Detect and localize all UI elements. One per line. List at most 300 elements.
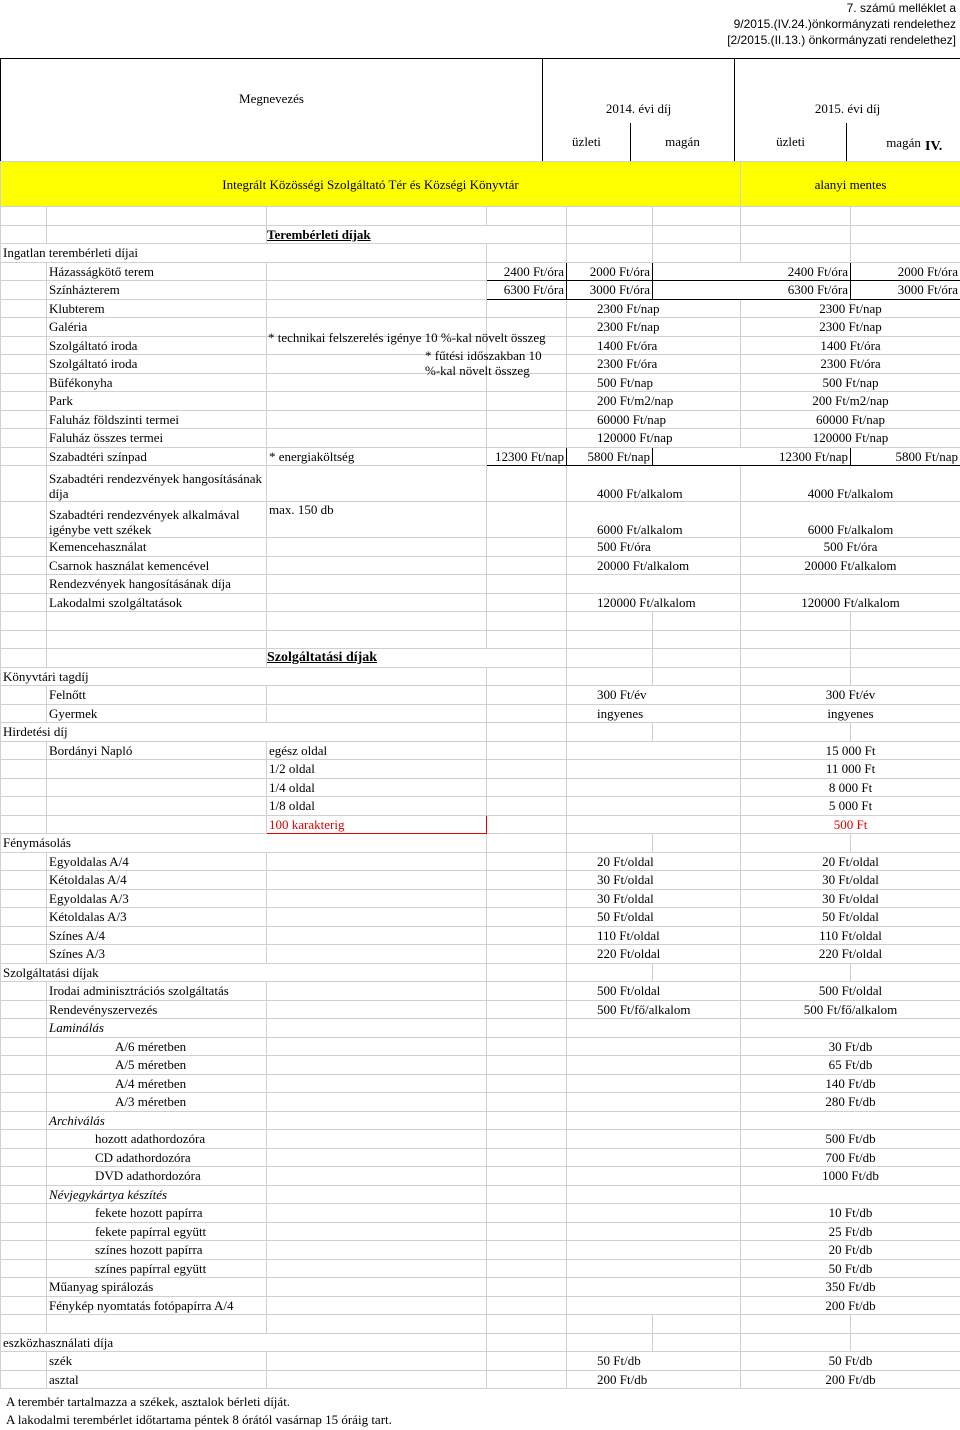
fee-2014: 1400 Ft/óra	[567, 336, 741, 355]
footnote-1: A terembér tartalmazza a székek, asztalok bérleti díját.	[6, 1394, 291, 1409]
empty-cell	[567, 1333, 653, 1352]
empty-cell	[1, 926, 47, 945]
empty-cell	[1, 556, 47, 575]
table-row	[1, 1222, 960, 1241]
empty-cell	[851, 1315, 960, 1334]
tech-surcharge-note: * technikai felszerelés igénye 10 %-kal növelt összeg	[268, 330, 546, 345]
table-row	[1, 244, 960, 263]
rent-item-name: Faluház földszinti termei	[47, 410, 267, 429]
empty-cell	[267, 926, 487, 945]
empty-cell	[567, 797, 741, 816]
empty-cell	[1, 852, 47, 871]
empty-cell	[1, 1111, 47, 1130]
empty-cell	[267, 1093, 487, 1112]
empty-cell	[1, 612, 47, 631]
empty-cell	[653, 630, 741, 649]
empty-cell	[267, 1315, 487, 1334]
empty-cell	[653, 207, 741, 226]
service-item-note: 1/8 oldal	[267, 797, 487, 816]
empty-cell	[487, 429, 567, 448]
empty-cell	[741, 649, 851, 668]
fee-2015: 110 Ft/oldal	[741, 926, 960, 945]
service-group-label: Hirdetési díj	[1, 723, 487, 742]
fee-2015: 20 Ft/oldal	[741, 852, 960, 871]
empty-cell	[487, 593, 567, 612]
empty-cell	[47, 797, 267, 816]
empty-cell	[47, 225, 267, 244]
empty-cell	[47, 815, 267, 834]
fee-2015: 500 Ft/fő/alkalom	[741, 1000, 960, 1019]
fee-2015: 500 Ft/db	[741, 1130, 960, 1149]
table-row	[1, 429, 960, 448]
empty-cell	[47, 778, 267, 797]
table-row	[1, 575, 960, 594]
fee-2014: 500 Ft/nap	[567, 373, 741, 392]
service-item-name: Színes A/4	[47, 926, 267, 945]
empty-cell	[1, 1278, 47, 1297]
service-item-name: Színes A/3	[47, 945, 267, 964]
fee-2015: 300 Ft/év	[741, 686, 960, 705]
service-item-note: egész oldal	[267, 741, 487, 760]
empty-cell	[267, 1296, 487, 1315]
rent-item-name: Csarnok használat kemencével	[47, 556, 267, 575]
fee-2015: 220 Ft/oldal	[741, 945, 960, 964]
empty-cell	[487, 741, 567, 760]
rent-item-name: Szolgáltató iroda	[47, 355, 267, 374]
fee-2015: ingyenes	[741, 704, 960, 723]
fee-2015: 200 Ft/db	[741, 1296, 960, 1315]
empty-cell	[653, 723, 741, 742]
fee-2015	[741, 575, 960, 594]
empty-cell	[487, 1222, 567, 1241]
empty-cell	[487, 815, 567, 834]
fee-2015: 200 Ft/m2/nap	[741, 392, 960, 411]
empty-cell	[487, 926, 567, 945]
empty-cell	[1, 1130, 47, 1149]
empty-cell	[487, 797, 567, 816]
empty-cell	[653, 1333, 741, 1352]
empty-cell	[567, 1204, 741, 1223]
empty-cell	[567, 723, 653, 742]
table-row	[1, 760, 960, 779]
empty-cell	[1, 982, 47, 1001]
empty-cell	[1, 649, 47, 668]
rent-item-name: Lakodalmi szolgáltatások	[47, 593, 267, 612]
service-item-name: A/6 méretben	[47, 1037, 267, 1056]
fee-2014: 500 Ft/fő/alkalom	[567, 1000, 741, 1019]
empty-cell	[1, 336, 47, 355]
empty-cell	[267, 410, 487, 429]
fee-2015: 500 Ft/nap	[741, 373, 960, 392]
empty-cell	[1, 1185, 47, 1204]
empty-cell	[487, 1093, 567, 1112]
empty-cell	[487, 1000, 567, 1019]
fee-2015: 2300 Ft/nap	[741, 318, 960, 337]
empty-cell	[47, 630, 267, 649]
fee-2014: 60000 Ft/nap	[567, 410, 741, 429]
empty-cell	[1, 373, 47, 392]
rent-heading: Terembérleti díjak	[267, 225, 567, 244]
empty-cell	[567, 612, 653, 631]
table-row	[1, 447, 960, 466]
table-row	[1, 1333, 960, 1352]
fee-2015: 11 000 Ft	[741, 760, 960, 779]
table-row	[1, 815, 960, 834]
service-item-name: CD adathordozóra	[47, 1148, 267, 1167]
table-row	[1, 262, 960, 281]
empty-cell	[851, 649, 960, 668]
table-row	[1, 1370, 960, 1389]
empty-cell	[653, 667, 741, 686]
fee-2014: 120000 Ft/nap	[567, 429, 741, 448]
table-row	[1, 1296, 960, 1315]
fee-2014: 120000 Ft/alkalom	[567, 593, 741, 612]
empty-cell	[567, 1259, 741, 1278]
table-row	[1, 538, 960, 557]
fee-2015: 1000 Ft/db	[741, 1167, 960, 1186]
empty-cell	[267, 1037, 487, 1056]
empty-cell	[267, 1111, 487, 1130]
rent-item-name: Rendezvények hangosításának díja	[47, 575, 267, 594]
empty-cell	[1, 466, 47, 502]
empty-cell	[47, 1315, 267, 1334]
fee-2014: 4000 Ft/alkalom	[567, 466, 741, 502]
service-item-name: Névjegykártya készítés	[47, 1185, 267, 1204]
empty-cell	[1, 318, 47, 337]
service-group-label: Szolgáltatási díjak	[1, 963, 487, 982]
fee-2014: 500 Ft/óra	[567, 538, 741, 557]
empty-cell	[567, 834, 653, 853]
table-row	[1, 908, 960, 927]
empty-cell	[267, 1056, 487, 1075]
fee-2014: 500 Ft/oldal	[567, 982, 741, 1001]
service-item-name: A/4 méretben	[47, 1074, 267, 1093]
empty-cell	[1, 1019, 47, 1038]
rent-item-name: Kemencehasználat	[47, 538, 267, 557]
empty-cell	[267, 1000, 487, 1019]
empty-cell	[1, 1315, 47, 1334]
empty-cell	[1, 1000, 47, 1019]
empty-cell	[487, 834, 567, 853]
empty-cell	[653, 649, 741, 668]
empty-cell	[487, 1185, 567, 1204]
fee-2015: 15 000 Ft	[741, 741, 960, 760]
fee-2014: 50 Ft/oldal	[567, 908, 741, 927]
table-row	[1, 1204, 960, 1223]
empty-cell	[1, 225, 47, 244]
rent-item-name: Színházterem	[47, 281, 267, 300]
empty-cell	[851, 834, 960, 853]
fee-2015: 20 Ft/db	[741, 1241, 960, 1260]
empty-cell	[267, 889, 487, 908]
empty-cell	[567, 1037, 741, 1056]
fee-2015: 30 Ft/oldal	[741, 871, 960, 890]
institution-title: Integrált Közösségi Szolgáltató Tér és Községi Könyvtár	[1, 162, 741, 207]
service-group-label: eszközhasználati díja	[1, 1333, 487, 1352]
annex-line-3: [2/2015.(II.13.) önkormányzati rendelethez]	[727, 33, 956, 47]
empty-cell	[487, 1148, 567, 1167]
table-row	[1, 299, 960, 318]
fee-2015: 25 Ft/db	[741, 1222, 960, 1241]
empty-cell	[567, 207, 653, 226]
empty-cell	[653, 834, 741, 853]
service-item-name: Felnőtt	[47, 686, 267, 705]
table-row	[1, 889, 960, 908]
empty-cell	[487, 538, 567, 557]
empty-cell	[851, 723, 960, 742]
table-row	[1, 945, 960, 964]
service-item-name: Rendevényszervezés	[47, 1000, 267, 1019]
table-row	[1, 649, 960, 668]
rent-item-note: * energiaköltség	[267, 447, 487, 466]
empty-cell	[741, 1315, 851, 1334]
fee-2015-private: 3000 Ft/óra	[851, 281, 960, 300]
empty-cell	[487, 410, 567, 429]
empty-cell	[1, 889, 47, 908]
empty-cell	[1, 355, 47, 374]
rent-item-name: Faluház összes termei	[47, 429, 267, 448]
empty-cell	[851, 612, 960, 631]
empty-cell	[267, 575, 487, 594]
empty-cell	[1, 1167, 47, 1186]
fee-2014: 20000 Ft/alkalom	[567, 556, 741, 575]
service-item-name: Kétoldalas A/4	[47, 871, 267, 890]
empty-cell	[267, 429, 487, 448]
empty-cell	[487, 1241, 567, 1260]
fee-2014: 2300 Ft/nap	[567, 318, 741, 337]
fee-2015-business: 2400 Ft/óra	[653, 262, 851, 281]
table-row	[1, 1130, 960, 1149]
fee-2015: 30 Ft/db	[741, 1037, 960, 1056]
empty-cell	[487, 1130, 567, 1149]
empty-cell	[1, 1074, 47, 1093]
fee-2015: 8 000 Ft	[741, 778, 960, 797]
empty-cell	[1, 945, 47, 964]
fee-2015: 50 Ft/db	[741, 1352, 960, 1371]
fee-2014: 20 Ft/oldal	[567, 852, 741, 871]
empty-cell	[267, 538, 487, 557]
empty-cell	[741, 667, 851, 686]
fee-2015: 6000 Ft/alkalom	[741, 502, 960, 538]
table-row	[1, 1056, 960, 1075]
empty-cell	[1, 447, 47, 466]
empty-cell	[741, 834, 851, 853]
service-item-name: fekete hozott papírra	[47, 1204, 267, 1223]
empty-cell	[267, 262, 487, 281]
empty-cell	[567, 741, 741, 760]
empty-cell	[1, 1037, 47, 1056]
empty-cell	[567, 649, 653, 668]
table-row	[1, 686, 960, 705]
fee-2014: 2300 Ft/nap	[567, 299, 741, 318]
empty-cell	[267, 1204, 487, 1223]
service-item-note: 1/4 oldal	[267, 778, 487, 797]
fee-2015: 350 Ft/db	[741, 1278, 960, 1297]
fee-table	[0, 161, 960, 1389]
empty-cell	[487, 704, 567, 723]
empty-cell	[1, 630, 47, 649]
table-row	[1, 207, 960, 226]
fee-2015-private: 2000 Ft/óra	[851, 262, 960, 281]
service-item-name: Laminálás	[47, 1019, 267, 1038]
empty-cell	[567, 225, 653, 244]
year-2014-header: 2014. évi díj	[543, 59, 735, 123]
annex-note	[727, 0, 956, 48]
empty-cell	[1, 686, 47, 705]
service-item-name: színes hozott papírra	[47, 1241, 267, 1260]
empty-cell	[267, 982, 487, 1001]
empty-cell	[567, 1185, 741, 1204]
empty-cell	[1, 502, 47, 538]
empty-cell	[487, 244, 567, 263]
empty-cell	[267, 1167, 487, 1186]
service-item-note: 100 karakterig	[267, 815, 487, 834]
empty-cell	[567, 1074, 741, 1093]
empty-cell	[1, 1204, 47, 1223]
annex-line-2: 9/2015.(IV.24.)önkormányzati rendelethez	[733, 17, 956, 31]
empty-cell	[741, 207, 851, 226]
empty-cell	[267, 945, 487, 964]
empty-cell	[487, 1167, 567, 1186]
empty-cell	[741, 1019, 960, 1038]
fee-2014: 220 Ft/oldal	[567, 945, 741, 964]
empty-cell	[267, 612, 487, 631]
service-item-note: 1/2 oldal	[267, 760, 487, 779]
empty-cell	[267, 1019, 487, 1038]
service-item-name: Egyoldalas A/3	[47, 889, 267, 908]
empty-cell	[567, 1111, 741, 1130]
empty-cell	[487, 1111, 567, 1130]
service-group-label: Könyvtári tagdíj	[1, 667, 487, 686]
table-row	[1, 741, 960, 760]
empty-cell	[267, 1148, 487, 1167]
empty-cell	[1, 871, 47, 890]
fee-2015: 500 Ft/óra	[741, 538, 960, 557]
empty-cell	[1, 262, 47, 281]
annex-line-1: 7. számú melléklet a	[846, 1, 956, 15]
empty-cell	[567, 1222, 741, 1241]
empty-cell	[1, 207, 47, 226]
empty-cell	[267, 871, 487, 890]
empty-cell	[267, 630, 487, 649]
service-item-name: DVD adathordozóra	[47, 1167, 267, 1186]
table-row	[1, 1278, 960, 1297]
empty-cell	[267, 1352, 487, 1371]
fee-2015: 120000 Ft/alkalom	[741, 593, 960, 612]
empty-cell	[487, 556, 567, 575]
empty-cell	[1, 538, 47, 557]
empty-cell	[741, 225, 851, 244]
header-table	[0, 58, 960, 162]
fee-2015: 65 Ft/db	[741, 1056, 960, 1075]
empty-cell	[267, 207, 487, 226]
empty-cell	[1, 1093, 47, 1112]
service-group-label: Fénymásolás	[1, 834, 487, 853]
table-row	[1, 225, 960, 244]
empty-cell	[487, 575, 567, 594]
empty-cell	[1, 1241, 47, 1260]
empty-cell	[487, 1259, 567, 1278]
table-row	[1, 502, 960, 538]
empty-cell	[267, 704, 487, 723]
table-row	[1, 556, 960, 575]
empty-cell	[1, 1222, 47, 1241]
vat-exempt-note: alanyi mentes	[741, 162, 960, 207]
table-row	[1, 1167, 960, 1186]
rent-item-note: max. 150 db	[267, 502, 487, 538]
table-row	[1, 852, 960, 871]
table-row	[1, 982, 960, 1001]
empty-cell	[567, 1130, 741, 1149]
empty-cell	[267, 908, 487, 927]
fee-2014: ingyenes	[567, 704, 741, 723]
table-row	[1, 778, 960, 797]
fee-2015: 5 000 Ft	[741, 797, 960, 816]
fee-2015: 200 Ft/db	[741, 1370, 960, 1389]
table-row	[1, 797, 960, 816]
fee-2014-business: 6300 Ft/óra	[487, 281, 567, 300]
empty-cell	[267, 392, 487, 411]
table-row	[1, 1352, 960, 1371]
table-row	[1, 871, 960, 890]
empty-cell	[567, 963, 653, 982]
empty-cell	[487, 1352, 567, 1371]
empty-cell	[47, 207, 267, 226]
magan-2015-header: magán	[847, 123, 960, 162]
fee-2015: 50 Ft/oldal	[741, 908, 960, 927]
fee-2015-business: 6300 Ft/óra	[653, 281, 851, 300]
empty-cell	[487, 908, 567, 927]
service-item-name: Bordányi Napló	[47, 741, 267, 760]
empty-cell	[487, 945, 567, 964]
table-row	[1, 630, 960, 649]
empty-cell	[653, 244, 741, 263]
fee-2014: 110 Ft/oldal	[567, 926, 741, 945]
empty-cell	[567, 1019, 741, 1038]
table-row	[1, 1111, 960, 1130]
empty-cell	[487, 1037, 567, 1056]
empty-cell	[487, 1370, 567, 1389]
service-item-name: hozott adathordozóra	[47, 1130, 267, 1149]
empty-cell	[1, 1259, 47, 1278]
empty-cell	[267, 686, 487, 705]
empty-cell	[1, 778, 47, 797]
empty-cell	[47, 760, 267, 779]
empty-cell	[1, 815, 47, 834]
fee-2015: 10 Ft/db	[741, 1204, 960, 1223]
table-row	[1, 1074, 960, 1093]
empty-cell	[487, 723, 567, 742]
empty-cell	[487, 852, 567, 871]
empty-cell	[487, 871, 567, 890]
empty-cell	[487, 1204, 567, 1223]
empty-cell	[487, 1315, 567, 1334]
empty-cell	[487, 1074, 567, 1093]
fee-2014: 50 Ft/db	[567, 1352, 741, 1371]
footnote-2: A lakodalmi terembérlet időtartama péntek 8 órától vasárnap 15 óráig tart.	[6, 1412, 392, 1427]
empty-cell	[741, 723, 851, 742]
empty-cell	[567, 1278, 741, 1297]
empty-cell	[267, 852, 487, 871]
empty-cell	[487, 612, 567, 631]
fee-2014: 30 Ft/oldal	[567, 871, 741, 890]
empty-cell	[487, 778, 567, 797]
fee-2015: 2300 Ft/óra	[741, 355, 960, 374]
empty-cell	[851, 630, 960, 649]
fee-2014: 300 Ft/év	[567, 686, 741, 705]
empty-cell	[1, 392, 47, 411]
fee-2015-private: 5800 Ft/nap	[851, 447, 960, 466]
